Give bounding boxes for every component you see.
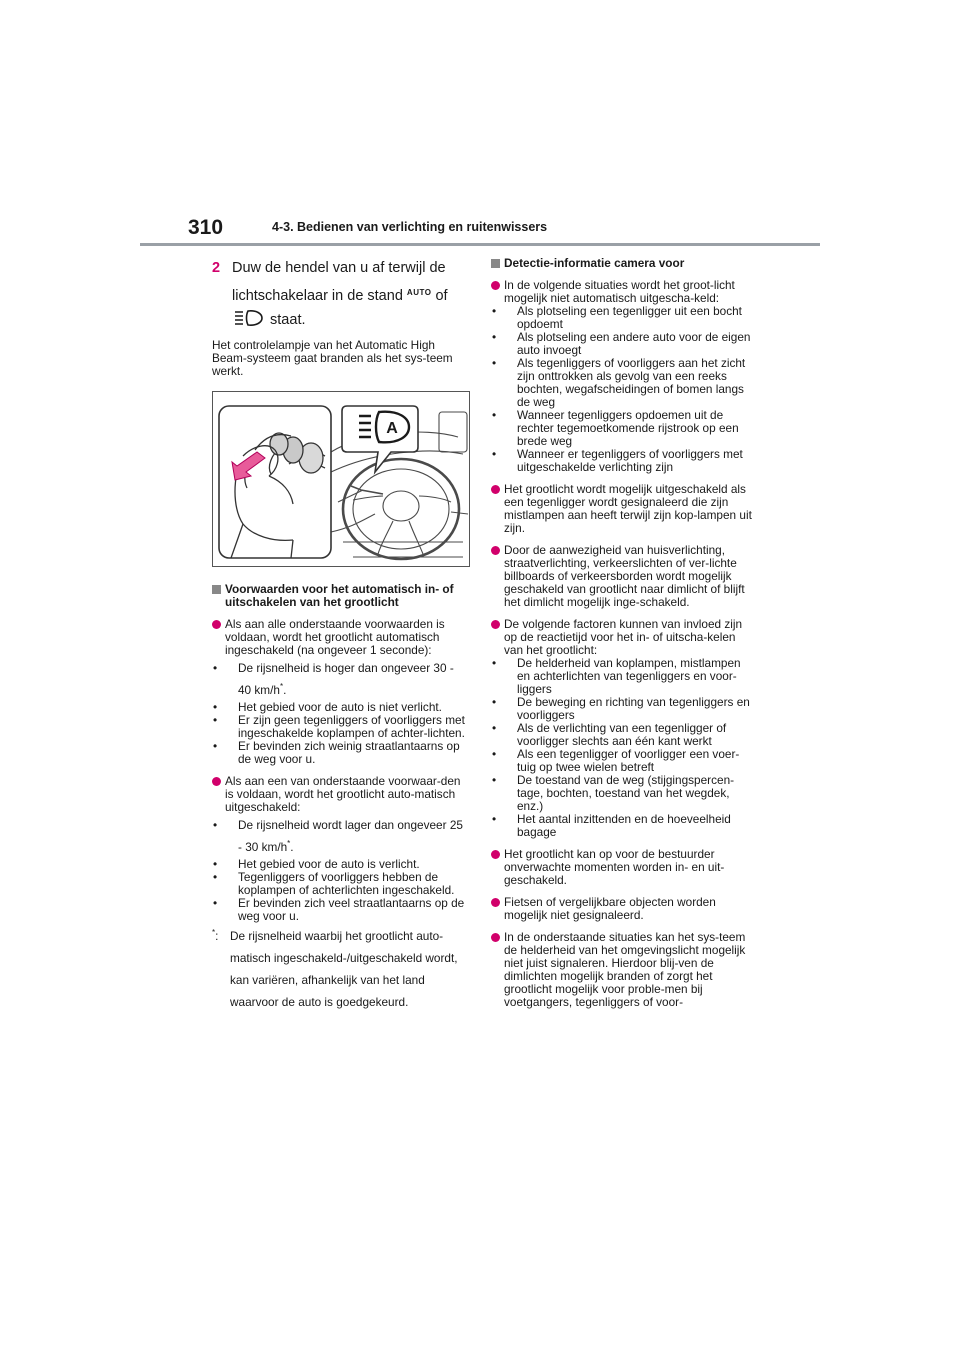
conditions-heading: Voorwaarden voor het automatisch in- of uitschakelen van het grootlicht <box>212 583 470 609</box>
footnote: *: De rijsnelheid waarbij het grootlicht auto-matisch ingeschakeld-/uitgeschakeld wordt, kan variëren, afhankelijk van het land waarvoor de auto is goedgekeurd. <box>212 927 458 1009</box>
right-column <box>491 256 753 1009</box>
list-item: • Als een tegenligger of voorligger een voer-tuig op twee wielen betreft <box>491 748 753 774</box>
list-item: • Er bevinden zich veel straatlantaarns op de weg voor u. <box>212 897 470 923</box>
auto-off-conditions: Als aan een van onderstaande voorwaar-den is voldaan, wordt het grootlicht auto-matisch uitgeschakeld: • De rijsnelheid wordt lager dan ongeveer 25 - 30 km/h*. • Het gebied voor de auto is verlicht. • Tegenliggers of voorliggers hebben de koplampen of achterlichten ingeschakeld. • Er bevinden zich veel straatlantaarns op de weg voor u. <box>212 775 470 923</box>
list-item: • Wanneer er tegenliggers of voorliggers met uitgeschakelde verlichting zijn <box>491 448 753 474</box>
page-number: 310 <box>188 216 224 239</box>
step-line-2: lichtschakelaar in de stand $^{AUTO}$ of <box>232 287 448 304</box>
list-item: • Er zijn geen tegenliggers of voorliggers met ingeschakelde koplampen of achter-lichten. <box>212 714 470 740</box>
bullet-dot-icon <box>491 281 500 290</box>
list-item: • Wanneer tegenliggers opdoemen uit de rechter tegemoetkomende rijstrook op een brede weg <box>491 409 753 448</box>
headlight-auto-icon <box>234 309 264 327</box>
list-item: • Als de verlichting van een tegenligger of voorligger slechts aan één kant werkt <box>491 722 753 748</box>
step-note: Het controlelampje van het Automatic High Beam-systeem gaat branden als het sys-teem werkt. <box>212 337 453 378</box>
bullet-dot-icon <box>212 777 221 786</box>
step-line-3: staat. <box>232 308 470 333</box>
bullet-dot-icon <box>491 546 500 555</box>
header-divider <box>140 243 820 246</box>
info-bullet: Het grootlicht wordt mogelijk uitgeschakeld als een tegenligger wordt gesignaleerd die zijn mistlampen aan heeft terwijl zijn kop-lampen uit zijn. <box>491 483 753 535</box>
bullet-dot-icon <box>491 898 500 907</box>
list-item: • Het aantal inzittenden en de hoeveelheid bagage <box>491 813 753 839</box>
indicator-letter: A <box>386 419 398 437</box>
heading-square-icon <box>212 585 221 594</box>
list-item: • Als plotseling een tegenligger uit een bocht opdoemt <box>491 305 753 331</box>
step-2 <box>212 256 470 333</box>
list-item: • De helderheid van koplampen, mistlampen en achterlichten van tegenliggers en voor-liggers <box>491 657 753 696</box>
bullet-dot-icon <box>491 850 500 859</box>
list-item: • Het gebied voor de auto is niet verlicht. <box>212 701 470 714</box>
auto-symbol: AUTO <box>406 287 432 297</box>
bullet-dot-icon <box>212 620 221 629</box>
list-item: • Tegenliggers of voorliggers hebben de koplampen of achterlichten ingeschakeld. <box>212 871 470 897</box>
section-title: 4-3. Bedienen van verlichting en ruitenwissers <box>272 220 548 234</box>
step-line-1: Duw de hendel van u af terwijl de <box>232 260 446 276</box>
bullet-dot-icon <box>491 485 500 494</box>
bullet-dot-icon <box>491 620 500 629</box>
list-item: • De rijsnelheid is hoger dan ongeveer 30 - 40 km/h*. <box>212 657 470 701</box>
list-item: • De rijsnelheid wordt lager dan ongeveer 25 - 30 km/h*. <box>212 814 470 858</box>
list-item: • Het gebied voor de auto is verlicht. <box>212 858 470 871</box>
list-item: • De toestand van de weg (stijgingspercen-tage, bochten, toestand van het wegdek, enz.) <box>491 774 753 813</box>
list-item: • Er bevinden zich weinig straatlantaarns op de weg voor u. <box>212 740 470 766</box>
list-item: • Als tegenliggers of voorliggers aan het zicht zijn onttrokken als gevolg van een reeks bochten, wegafscheidingen of bomen langs de weg <box>491 357 753 409</box>
page-header <box>140 210 820 246</box>
info-bullet: Het grootlicht kan op voor de bestuurder onverwachte momenten worden in- en uit-geschakeld. <box>491 848 753 887</box>
info-bullet: De volgende factoren kunnen van invloed zijn op de reactietijd voor het in- of uitscha-kelen van het grootlicht: • De helderheid van koplampen, mistlampen en achterlichten van tegenliggers en voor-liggers • De beweging en richting van tegenliggers en voorliggers • Als de verlichting van een tegenligger of voorligger slechts aan één kant werkt • Als een tegenligger of voorligger een voer-tuig op twee wielen betreft • De toestand van de weg (stijgingspercen-tage, bochten, toestand van het wegdek, enz.) • Het aantal inzittenden en de hoeveelheid bagage <box>491 618 753 839</box>
step-number: 2 <box>212 260 221 276</box>
bullet-dot-icon <box>491 933 500 942</box>
info-bullet: Door de aanwezigheid van huisverlichting, straatverlichting, verkeerslichten of ver-lichte billboards of verkeersborden wordt mogelijk geschakeld van grootlicht naar dimlicht of blijft het dimlicht mogelijk inge-schakeld. <box>491 544 753 609</box>
auto-on-conditions: Als aan alle onderstaande voorwaarden is voldaan, wordt het grootlicht automatisch ingeschakeld (na ongeveer 1 seconde): • De rijsnelheid is hoger dan ongeveer 30 - 40 km/h*. • Het gebied voor de auto is niet verlicht. • Er zijn geen tegenliggers of voorliggers met ingeschakelde koplampen of achter-lichten. • Er bevinden zich weinig straatlantaarns op de weg voor u. <box>212 618 470 766</box>
info-bullet: In de onderstaande situaties kan het sys-teem de helderheid van het omgevingslicht mogelijk niet juist signaleren. Hierdoor blij-ven de dimlichten mogelijk branden of zorgt het grootlicht mogelijk voor proble-men bij voetgangers, tegenliggers of voor- <box>491 931 753 1009</box>
lever-illustration <box>212 391 470 567</box>
camera-info-heading: Detectie-informatie camera voor <box>491 257 753 270</box>
info-bullet: Fietsen of vergelijkbare objecten worden mogelijk niet gesignaleerd. <box>491 896 753 922</box>
heading-square-icon <box>491 259 500 268</box>
list-item: • Als plotseling een andere auto voor de eigen auto invoegt <box>491 331 753 357</box>
list-item: • De beweging en richting van tegenliggers en voorliggers <box>491 696 753 722</box>
info-bullet: In de volgende situaties wordt het groot-licht mogelijk niet automatisch uitgescha-keld: • Als plotseling een tegenligger uit een bocht opdoemt • Als plotseling een andere auto voor de eigen auto invoegt • Als tegenliggers of voorliggers aan het zicht zijn onttrokken als gevolg van een reeks bochten, wegafscheidingen of bomen langs de weg • Wanneer tegenliggers opdoemen uit de rechter tegemoetkomende rijstrook op een brede weg • Wanneer er tegenliggers of voorliggers met uitgeschakelde verlichting zijn <box>491 279 753 474</box>
left-column <box>212 256 470 1013</box>
